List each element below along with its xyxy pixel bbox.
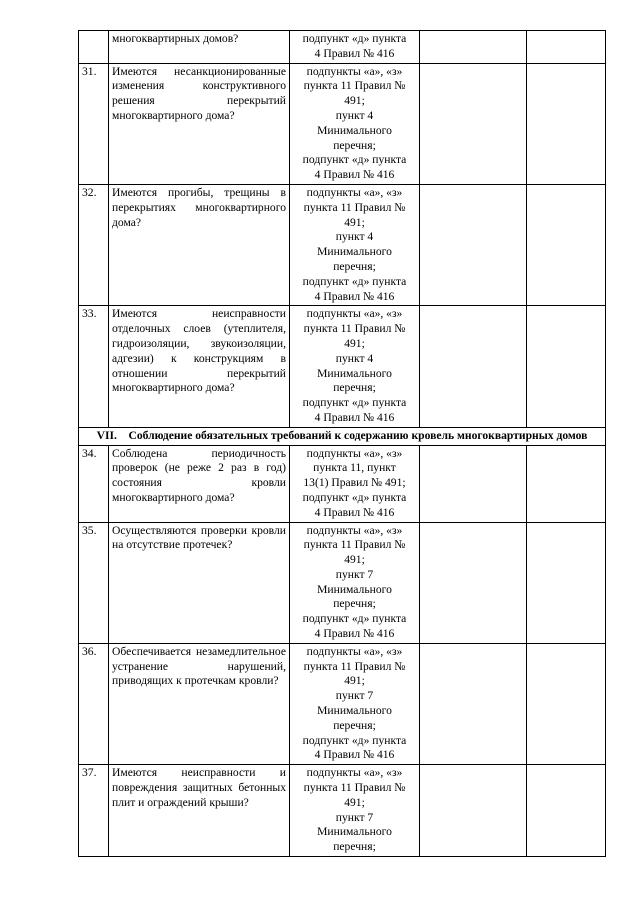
answer-cell <box>420 643 527 764</box>
reference-line: 13(1) Правил № 491; <box>303 476 406 490</box>
reference-line: перечня; <box>333 381 376 395</box>
reference-cell <box>290 445 420 522</box>
comment-cell <box>527 184 606 305</box>
comment-cell <box>527 306 606 427</box>
reference-line: 4 Правил № 416 <box>314 627 395 641</box>
reference-line: пункт 7 <box>335 567 374 581</box>
reference-line: 4 Правил № 416 <box>314 505 395 519</box>
table-row <box>79 63 606 184</box>
reference-line: перечня; <box>333 138 376 152</box>
reference-line: 491; <box>344 553 365 567</box>
reference-line: перечня; <box>333 259 376 273</box>
reference-line: 4 Правил № 416 <box>314 168 395 182</box>
question-cell: Имеются прогибы, трещины в перекрытиях многоквартирного дома? <box>109 184 290 305</box>
reference-line: перечня; <box>333 840 376 854</box>
row-number-cell: 31. <box>79 63 109 184</box>
row-number-cell: 32. <box>79 184 109 305</box>
reference-line: подпункт «д» пункта <box>302 32 407 45</box>
reference-line: пункта 11 Правил № <box>303 781 406 795</box>
reference-cell <box>290 522 420 643</box>
reference-line: подпункты «а», «з» <box>306 446 403 460</box>
reference-cell <box>290 306 420 427</box>
answer-cell <box>420 306 527 427</box>
question-cell: Осуществляются проверки кровли на отсутствие протечек? <box>109 522 290 643</box>
section-header-row <box>79 427 606 445</box>
table-row <box>79 184 606 305</box>
reference-line: подпункт «д» пункта <box>302 733 407 747</box>
reference-line: 4 Правил № 416 <box>314 410 395 424</box>
section-number: VII. <box>96 428 117 442</box>
reference-line: Минимального <box>317 704 392 718</box>
reference-line: 491; <box>344 795 365 809</box>
reference-line: пункта 11 Правил № <box>303 322 406 336</box>
reference-line: пункт 4 <box>335 230 374 244</box>
question-cell: Имеются несанкционированные изменения конструктивного решения перекрытий многоквартирного дома? <box>109 63 290 184</box>
reference-line: перечня; <box>333 718 376 732</box>
row-number-cell: 35. <box>79 522 109 643</box>
reference-line: подпункты «а», «з» <box>306 185 403 199</box>
section-title-cell <box>79 427 606 445</box>
answer-cell <box>420 765 527 857</box>
comment-cell <box>527 445 606 522</box>
reference-line: подпункт «д» пункта <box>302 490 407 504</box>
question-cell: многоквартирных домов? <box>109 31 290 64</box>
comment-cell <box>527 63 606 184</box>
reference-line: 491; <box>344 215 365 229</box>
checklist-table <box>78 30 606 857</box>
reference-line: пункта 11 Правил № <box>303 538 406 552</box>
question-cell: Соблюдена периодичность проверок (не реже 2 раз в год) состояния кровли многоквартирного дома? <box>109 445 290 522</box>
reference-cell <box>290 31 420 64</box>
reference-line: подпункты «а», «з» <box>306 766 403 780</box>
reference-line: подпункт «д» пункта <box>302 612 407 626</box>
reference-line: подпункты «а», «з» <box>306 307 403 321</box>
reference-line: 491; <box>344 674 365 688</box>
reference-line: пункта 11 Правил № <box>303 200 406 214</box>
comment-cell <box>527 643 606 764</box>
reference-line: 4 Правил № 416 <box>314 46 395 60</box>
reference-line: 4 Правил № 416 <box>314 748 395 762</box>
reference-line: пункт 7 <box>335 810 374 824</box>
reference-line: Минимального <box>317 582 392 596</box>
reference-line: Минимального <box>317 825 392 839</box>
reference-cell <box>290 63 420 184</box>
table-row <box>79 306 606 427</box>
reference-line: 491; <box>344 336 365 350</box>
reference-line: подпункты «а», «з» <box>306 644 403 658</box>
answer-cell <box>420 445 527 522</box>
table-row <box>79 522 606 643</box>
reference-line: подпункты «а», «з» <box>306 64 403 78</box>
reference-line: 491; <box>344 94 365 108</box>
row-number-cell <box>79 31 109 64</box>
reference-line: перечня; <box>333 597 376 611</box>
answer-cell <box>420 184 527 305</box>
question-cell: Имеются неисправности и повреждения защитных бетонных плит и ограждений крыши? <box>109 765 290 857</box>
answer-cell <box>420 31 527 64</box>
reference-line: пункт 4 <box>335 108 374 122</box>
question-cell: Имеются неисправности отделочных слоев (утеплителя, гидроизоляции, звукоизоляции, адгезии) к конструкциям в отношении перекрытий многоквартирного дома? <box>109 306 290 427</box>
reference-cell <box>290 765 420 857</box>
row-number-cell: 36. <box>79 643 109 764</box>
reference-line: подпункты «а», «з» <box>306 523 403 537</box>
reference-line: подпункт «д» пункта <box>302 396 407 410</box>
row-number-cell: 33. <box>79 306 109 427</box>
answer-cell <box>420 63 527 184</box>
row-number-cell: 34. <box>79 445 109 522</box>
reference-line: пункт 7 <box>335 689 374 703</box>
comment-cell <box>527 765 606 857</box>
reference-line: 4 Правил № 416 <box>314 289 395 303</box>
reference-line: пункта 11 Правил № <box>303 79 406 93</box>
comment-cell <box>527 522 606 643</box>
comment-cell <box>527 31 606 64</box>
reference-cell <box>290 184 420 305</box>
reference-line: Минимального <box>317 245 392 259</box>
reference-cell <box>290 643 420 764</box>
table-row <box>79 643 606 764</box>
table-row <box>79 765 606 857</box>
reference-line: подпункт «д» пункта <box>302 274 407 288</box>
reference-line: пункт 4 <box>335 351 374 365</box>
table-row <box>79 445 606 522</box>
reference-line: подпункт «д» пункта <box>302 153 407 167</box>
table-row <box>79 31 606 64</box>
reference-line: Минимального <box>317 123 392 137</box>
reference-line: пункта 11, пункт <box>313 461 396 475</box>
row-number-cell: 37. <box>79 765 109 857</box>
section-title: Соблюдение обязательных требований к содержанию кровель многоквартирных домов <box>128 428 588 442</box>
answer-cell <box>420 522 527 643</box>
checklist-body <box>79 31 606 857</box>
reference-line: пункта 11 Правил № <box>303 659 406 673</box>
question-cell: Обеспечивается незамедлительное устранение нарушений, приводящих к протечкам кровли? <box>109 643 290 764</box>
reference-line: Минимального <box>317 366 392 380</box>
